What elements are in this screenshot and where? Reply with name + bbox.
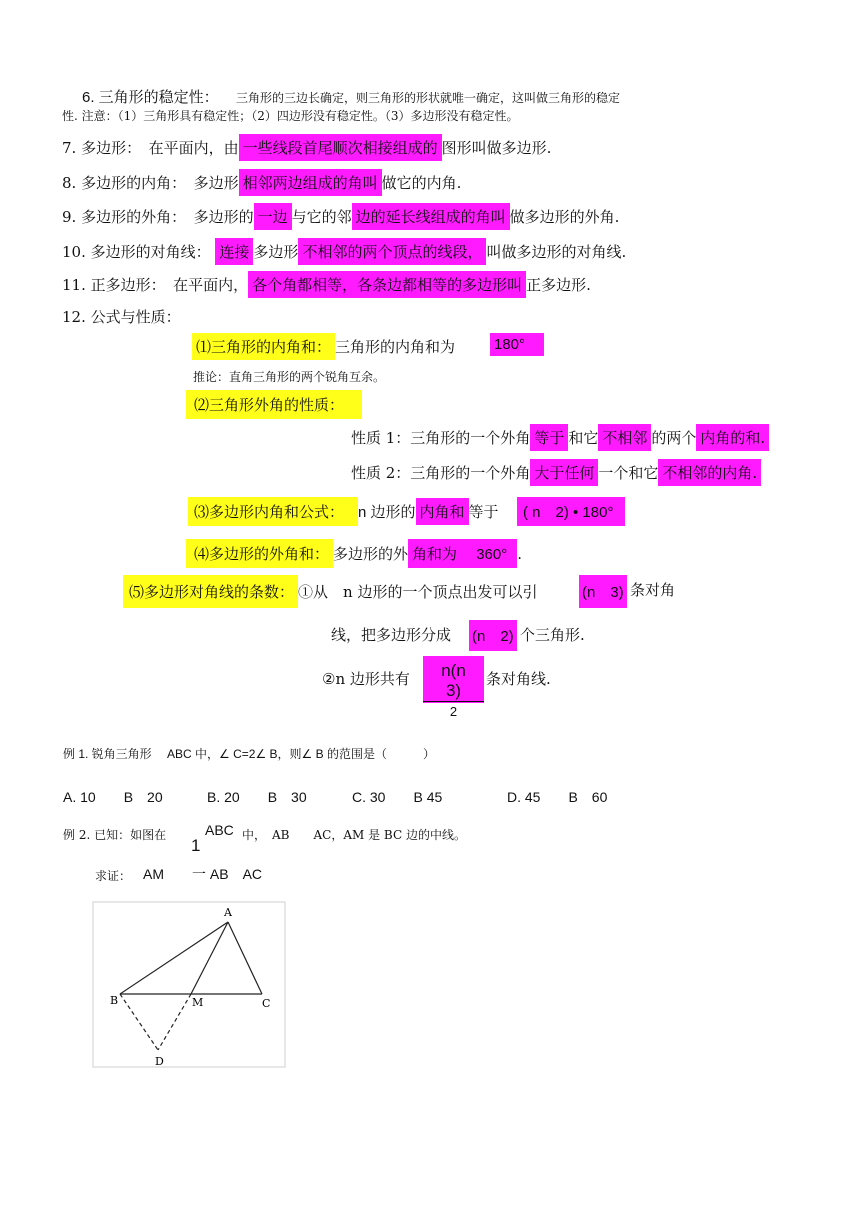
text-total-diagonals: ②n 边形共有	[322, 670, 410, 688]
value-n-minus-3: (n 3)	[579, 575, 627, 608]
text-triangles: 个三角形.	[520, 626, 585, 644]
figure-frame	[93, 902, 285, 1067]
example-2-one-half-numerator: 1	[191, 836, 201, 855]
segment-md-dashed	[158, 994, 191, 1050]
highlight-nonadjacent: 不相邻	[598, 424, 651, 451]
label-m: M	[192, 996, 204, 1009]
value-n-minus-2: (n 2)	[469, 620, 517, 651]
highlight-interior-sum: 内角的和.	[696, 424, 769, 451]
highlight-equals: 等于	[530, 424, 568, 451]
example-1-option-a: A. 10 B 20	[63, 789, 163, 805]
corollary-right-triangle: 推论：直角三角形的两个锐角互余。	[193, 370, 386, 384]
text-divide-polygon: 线，把多边形分成	[331, 626, 452, 644]
fraction-denominator: 2	[449, 704, 458, 719]
example-2-triangle-abc: ABC	[205, 822, 234, 838]
highlight-connect: 连接	[215, 238, 253, 265]
formula-5-diagonal-count: ⑸多边形对角线的条数： ①从 n 边形的一个顶点出发可以引	[123, 575, 537, 608]
example-2-proof-expression: AM 一 AB AC	[143, 866, 263, 882]
highlight-one-side: 一边	[254, 203, 292, 230]
formula-1-angle-sum: ⑴三角形的内角和： 三角形的内角和为	[192, 333, 455, 360]
item-6-title: 6. 三角形的稳定性：	[82, 89, 219, 106]
formula-4-exterior-sum: ⑷多边形的外角和： 多边形的外 角和为 360° .	[186, 539, 522, 568]
text-diagonal-tail: 条对角	[630, 581, 676, 599]
example-1-option-b: B. 20 B 30	[207, 789, 307, 805]
highlight-polygon-segments: 一些线段首尾顺次相接组成的	[239, 134, 442, 161]
segment-bd-dashed	[120, 994, 158, 1050]
label-b: B	[110, 994, 119, 1007]
item-7-polygon-definition: 7. 多边形： 在平面内，由 一些线段首尾顺次相接组成的 图形叫做多边形.	[62, 134, 551, 161]
item-6-body-line1: 三角形的三边长确定，则三角形的形状就唯一确定，这叫做三角形的稳定	[236, 91, 621, 105]
example-2-condition: 中， AB AC，AM 是 BC 边的中线。	[242, 828, 466, 842]
label-a: A	[224, 906, 232, 919]
formula-2-exterior-angle	[186, 390, 362, 419]
fraction-diagonal-formula	[423, 656, 484, 719]
label-exterior-angle-sum: ⑷多边形的外角和：	[186, 539, 333, 568]
highlight-adjacent-sides: 相邻两边组成的角叫	[239, 169, 382, 196]
item-8-interior-angle: 8. 多边形的内角： 多边形 相邻两边组成的角叫 做它的内角.	[62, 169, 461, 196]
example-2-proof-label: 求证：	[95, 869, 132, 883]
example-1-question: 例 1. 锐角三角形 ABC 中，∠ C=2∠ B，则∠ B 的范围是（ ）	[63, 747, 435, 761]
value-polygon-angle-sum: ( n 2) • 180°	[517, 497, 625, 526]
highlight-greater-than-any: 大于任何	[530, 459, 598, 486]
highlight-equal-angles-sides: 各个角都相等，各条边都相等的多边形叫	[248, 271, 526, 298]
label-d: D	[155, 1055, 164, 1068]
highlight-nonadjacent-vertices: 不相邻的两个顶点的线段，	[298, 238, 486, 265]
label-c: C	[262, 997, 271, 1010]
formula-3-polygon-angle-sum: ⑶多边形内角和公式： n 边形的 内角和 等于	[188, 497, 499, 526]
text-diagonals-end: 条对角线.	[486, 670, 551, 688]
highlight-nonadjacent-interior: 不相邻的内角.	[658, 459, 761, 486]
triangle-figure	[90, 900, 290, 1070]
fraction-numerator: n(n 3)	[423, 656, 484, 702]
item-10-diagonal: 10. 多边形的对角线： 连接 多边形 不相邻的两个顶点的线段， 叫做多边形的对角线.	[62, 238, 626, 265]
label-diagonal-count: ⑸多边形对角线的条数：	[123, 575, 298, 608]
example-1-option-d: D. 45 B 60	[507, 789, 608, 805]
segment-ab	[120, 922, 228, 994]
highlight-interior-sum-word: 内角和	[416, 498, 469, 525]
label-exterior-angle-property: ⑵三角形外角的性质：	[186, 390, 362, 419]
property-1: 性质 1：三角形的一个外角 等于 和它 不相邻 的两个 内角的和.	[351, 424, 769, 451]
item-6-body-line2: 性. 注意：（1）三角形具有稳定性；（2）四边形没有稳定性。（3）多边形没有稳定性。	[62, 109, 519, 123]
example-2-prefix: 例 2. 已知：如图在	[63, 828, 167, 842]
segment-ac	[228, 922, 262, 994]
item-9-exterior-angle: 9. 多边形的外角： 多边形的 一边 与它的邻 边的延长线组成的角叫 做多边形的外角.	[62, 203, 619, 230]
item-12-title: 12. 公式与性质：	[62, 308, 181, 326]
highlight-extension-line: 边的延长线组成的角叫	[352, 203, 510, 230]
item-11-regular-polygon: 11. 正多边形： 在平面内， 各个角都相等，各条边都相等的多边形叫 正多边形.	[62, 271, 591, 298]
example-1-option-c: C. 30 B 45	[352, 789, 443, 805]
property-2: 性质 2：三角形的一个外角 大于任何 一个和它 不相邻的内角.	[351, 459, 761, 486]
segment-am	[191, 922, 228, 994]
label-triangle-angle-sum: ⑴三角形的内角和：	[192, 333, 335, 360]
highlight-360: 角和为 360°	[408, 539, 517, 568]
value-180: 180°	[490, 333, 544, 356]
label-polygon-angle-sum-formula: ⑶多边形内角和公式：	[188, 497, 358, 526]
